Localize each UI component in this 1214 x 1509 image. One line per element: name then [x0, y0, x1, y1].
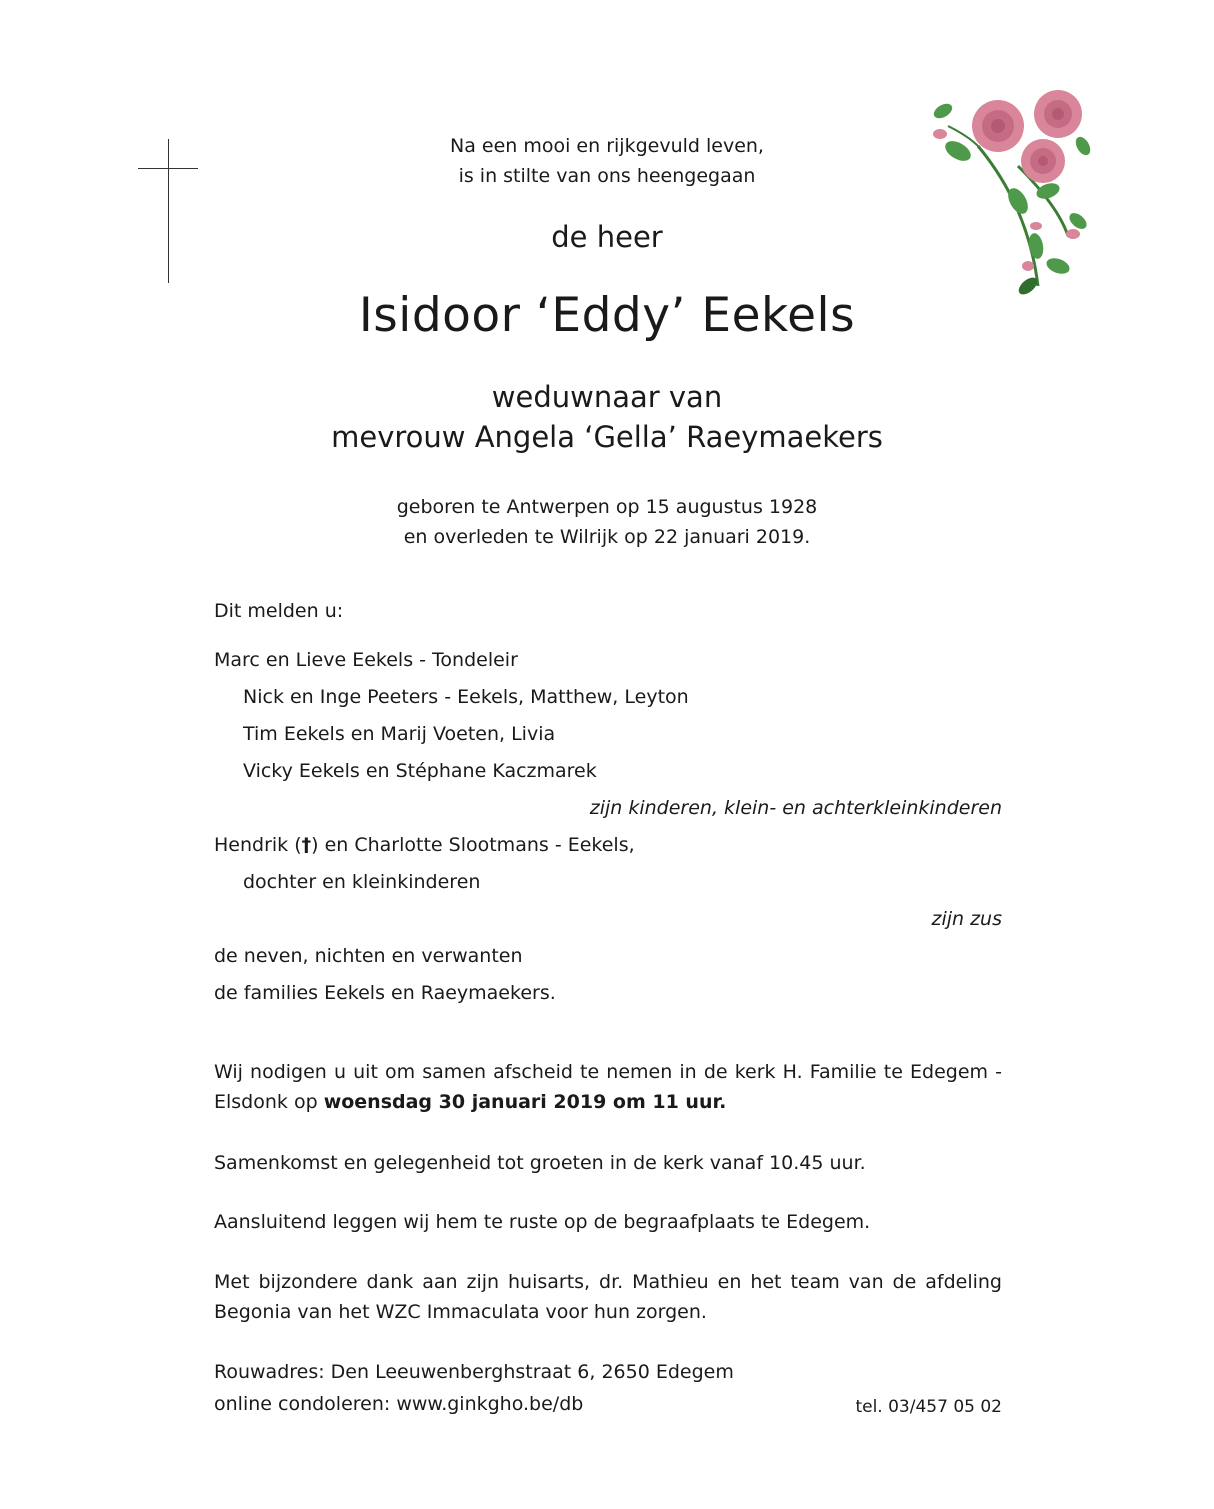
hendrik-pre: Hendrik (	[214, 834, 302, 856]
burial: Aansluitend leggen wij hem te ruste op de begraafplaats te Edegem.	[214, 1211, 871, 1233]
family-hendrik	[214, 834, 635, 856]
widow-line-1: weduwnaar van	[491, 380, 723, 414]
online-condolences: online condoleren: www.ginkgho.be/db	[214, 1393, 584, 1415]
telephone: tel. 03/457 05 02	[855, 1397, 1002, 1417]
intro-line-1: Na een mooi en rijkgevuld leven,	[450, 135, 764, 157]
mourning-address: Rouwadres: Den Leeuwenberghstraat 6, 2650 Edegem	[214, 1361, 734, 1383]
family-hendrik-kids: dochter en kleinkinderen	[243, 871, 481, 893]
intro	[0, 131, 1214, 191]
widow-line-2: mevrouw Angela ‘Gella’ Raeymaekers	[331, 420, 883, 454]
salutation: de heer	[551, 220, 663, 254]
death-line: en overleden te Wilrijk op 22 januari 2019.	[403, 526, 811, 548]
thanks: Met bijzondere dank aan zijn huisarts, dr. Mathieu en het team van de afdeling Begonia van het WZC Immaculata voor hun zorgen.	[214, 1271, 1002, 1323]
invitation	[214, 1057, 1002, 1117]
family-cousins: de neven, nichten en verwanten	[214, 945, 523, 967]
roses-icon	[918, 86, 1098, 301]
children-note: zijn kinderen, klein- en achterkleinkinderen	[589, 797, 1002, 819]
sister-note: zijn zus	[931, 908, 1002, 930]
deceased-name: Isidoor ‘Eddy’ Eekels	[358, 288, 856, 343]
family-nick: Nick en Inge Peeters - Eekels, Matthew, Leyton	[243, 686, 689, 708]
birth-line: geboren te Antwerpen op 15 augustus 1928	[396, 496, 818, 518]
gathering: Samenkomst en gelegenheid tot groeten in de kerk vanaf 10.45 uur.	[214, 1152, 866, 1174]
announce: Dit melden u:	[214, 600, 344, 622]
hendrik-post: ) en Charlotte Slootmans - Eekels,	[311, 834, 635, 856]
deceased-cross: †	[301, 834, 312, 856]
invitation-date: woensdag 30 januari 2019 om 11 uur.	[323, 1091, 727, 1113]
family-tim: Tim Eekels en Marij Voeten, Livia	[243, 723, 556, 745]
invitation-text: Wij nodigen u uit om samen afscheid te nemen in de kerk H. Familie te Edegem - Elsdonk op	[214, 1061, 1002, 1113]
dates-block	[0, 492, 1214, 552]
intro-line-2: is in stilte van ons heengegaan	[458, 165, 756, 187]
family-vicky: Vicky Eekels en Stéphane Kaczmarek	[243, 760, 597, 782]
family-names: de families Eekels en Raeymaekers.	[214, 982, 556, 1004]
widow-block	[0, 377, 1214, 457]
family-marc: Marc en Lieve Eekels - Tondeleir	[214, 649, 518, 671]
